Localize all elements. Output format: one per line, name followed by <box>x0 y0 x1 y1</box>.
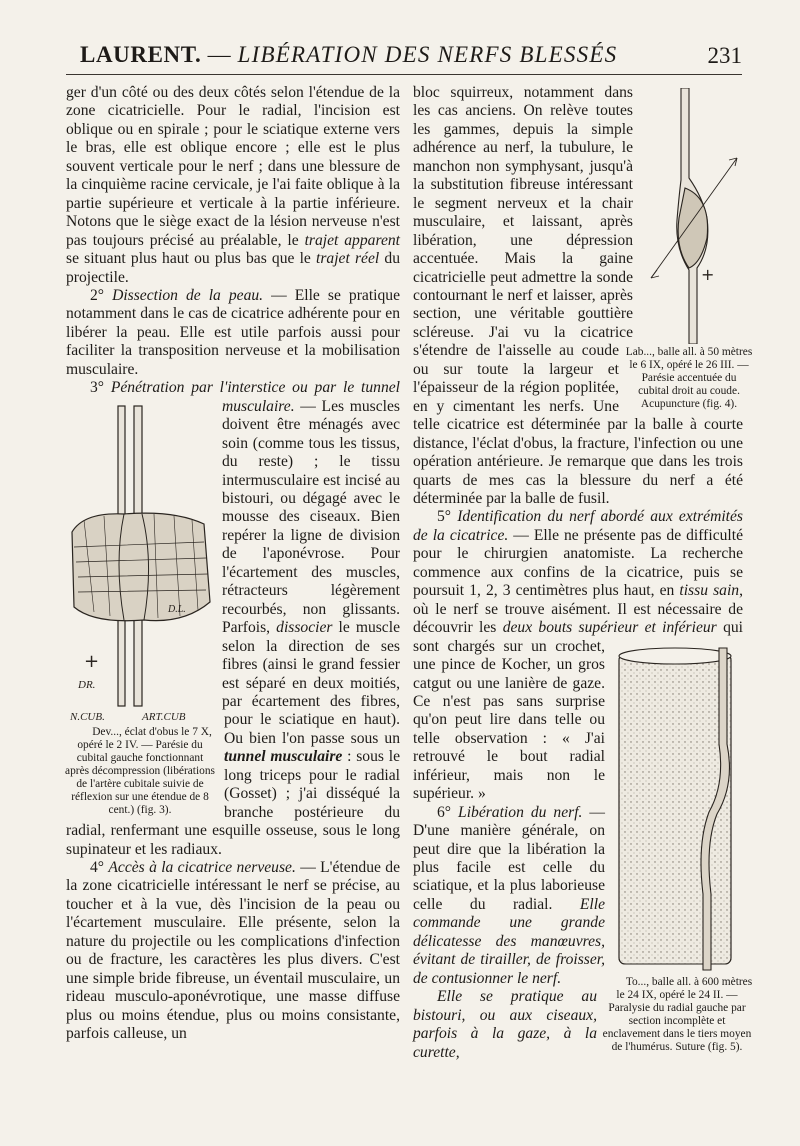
paragraph-dissection: 2° Dissection de la peau. — Elle se pratique notamment dans le cas de cicatrice adhérente pour en libérer la peau. Elle est utile parfois aussi pour faciliter la transposition nerveuse et la mobilisation musculaire. <box>66 286 400 378</box>
paragraph-incision: ger d'un côté ou des deux côtés selon l'étendue de la zone cicatricielle. Pour le radial, l'incision est oblique ou en spirale ; pour le sciatique externe vers le bras, elle est oblique encore ; elle est le plus souvent verticale pour le nerf ; dans une blessure de la cinquième racine cervicale, je l'ai faite oblique à la partie supérieure et verticale à la partie inférieure. Notons que le siège exact de la lésion nerveuse n'est pas toujours précisé au préalable, le trajet apparent se situant plus haut ou plus bas que le trajet réel du projectile. <box>66 84 400 286</box>
paragraph-penetration: 3° Pénétration par l'interstice ou par le tunnel musculaire. + DR. D.L. N.CUB. ART.CUB Dev..., éclat d'obus le 7 X, opéré le 2 IV. — Parésie du cubital gauche fonctionnant après décompression (libérations de l'artère cubitale suivie de réflexion sur une étendue de 8 cent.) (fig. 3). — Les muscles doivent être ménagés avec soin (comme tous les tissus, du reste) ; le tissu intermusculaire est incisé au bistouri, ou dégagé avec le mousse des ciseaux. Bien repérer la ligne de division de l'aponévrose. Pour l'écartement des muscles, rétracteurs légèrement recourbés, non glissants. Parfois, dissocier le muscle selon la direction de ses fibres (ainsi le grand fessier est séparé en deux moitiés, par écartement des fibres, pour le sciatique en haut). Ou bien l'on passe sous un tunnel musculaire : sous le long triceps pour le radial (Gosset) ; j'ai disséqué la branche postérieure du radial, renfermant une esquille osseuse, sous le long supinateur et les radiaux. <box>65 379 401 858</box>
page-number: 231 <box>707 43 742 68</box>
svg-text:+: + <box>701 265 715 284</box>
figure-4-caption: Lab..., balle all. à 50 mètres le 6 IX, opéré le 26 III. — Parésie accentuée du cubital droit au coude. Acupuncture (fig. 4). <box>625 346 753 410</box>
paragraph-cicatrice-types: + Lab..., balle all. à 50 mètres le 6 IX, opéré le 26 III. — Parésie accentuée du cubital droit au coude. Acupuncture (fig. 4). bloc squirreux, notamment dans les cas anciens. On relève toutes les gammes, depuis la simple adhérence au nerf, la tubulure, le manchon non symphysant, jusqu'à la substitution fibreuse intéressant le segment nerveux et la chair musculaire, et laissant, après libération, une dépression accentuée. Mais la gaine cicatricielle peut admettre la sonde contournant le nerf et laisser, après section, une véritable gouttière scléreuse. J'ai vu la cicatrice s'étendre de l'aisselle au coude ou sur toute la largeur et l'épaisseur de la région poplitée, en y cimentant les nerfs. Une telle cicatrice est déterminée par la balle à courte distance, l'éclat d'obus, la fracture, l'infection ou une opération antérieure. Je remarque que dans les trois quarts de mes cas la blessure du nerf a été déterminée par la balle de fusil. <box>413 84 753 507</box>
svg-text:+: + <box>84 650 100 672</box>
header-dash: — <box>207 42 232 67</box>
header-author: LAURENT. <box>80 42 202 67</box>
running-title <box>80 42 617 68</box>
figure-4-illustration <box>641 88 751 344</box>
paragraph-identification: 5° Identification du nerf abordé aux extrémités de la cicatrice. — Elle ne présente pas de difficulté pour le chirurgien anatomiste. La recherche commence aux confins de la cicatrice, puis se poursuit 1, 2, 3 centimètres plus haut, en tissu sain, où le nerf se trouve aisément. Il est nécessaire de découvrir les deux bouts supérieur et inférieur To..., balle all. à 600 mètres le 24 IX, opéré le 24 II. — Paralysie du radial gauche par section incomplète et enclavement dans le tiers moyen de l'humérus. Suture (fig. 5). qui sont chargés sur un crochet, une pince de Kocher, un gros catgut ou une lanière de gaze. Ce n'est pas sans surprise qu'on peut lire dans telle ou telle observation : « J'ai retrouvé le bout radial inférieur, mais non le supérieur. » <box>413 508 753 1053</box>
paragraph-liberation-technique: Elle se pratique au bistouri, ou aux ciseaux, parfois à la gaze, à la curette, <box>413 988 597 1061</box>
figure-5-illustration <box>611 644 751 974</box>
figure-3-caption: Dev..., éclat d'obus le 7 X, opéré le 2 IV. — Parésie du cubital gauche fonctionnant après décompression (libérations de l'artère cubitale suivie de réflexion sur une étendue de 8 cent.) (fig. 3). <box>65 725 215 816</box>
header-title: LIBÉRATION DES NERFS BLESSÉS <box>237 42 618 67</box>
figure-5-caption: To..., balle all. à 600 mètres le 24 IX, opéré le 24 II. — Paralysie du radial gauche par section incomplète et enclavement dans le tiers moyen de l'humérus. Suture (fig. 5). <box>602 975 753 1053</box>
svg-text:ART.CUB: ART.CUB <box>142 710 186 723</box>
paragraph-liberation: 6° Libération du nerf. — D'une manière générale, on peut dire que la libération la plus facile est celle du sciatique, et la plus laborieuse celle du radial. Elle commande une grande délicatesse des manœuvres, évitant de tirailler, de froisser, de contusionner le nerf. <box>413 803 605 987</box>
svg-text:D.L.: D.L. <box>168 603 186 615</box>
svg-text:DR.: DR. <box>78 678 96 691</box>
left-column <box>66 84 400 1044</box>
paragraph-acces-cicatrice: 4° Accès à la cicatrice nerveuse. — L'étendue de la zone cicatricielle intéressant le nerf se précise, au toucher et à la vue, dès l'incision de la peau ou l'écartement musculaire. Elle présente, selon la nature du projectile ou les complications d'infection ou de fracture, les caractères les plus divers. C'est une simple bride fibreuse, un éventail musculaire, un rideau musculo-aponévrotique, une masse diffuse plus ou moins étendue, plus ou moins consistante, parfois calleuse, un <box>66 859 400 1043</box>
figure-3-illustration <box>64 402 214 724</box>
running-header <box>66 42 742 75</box>
svg-text:N.CUB.: N.CUB. <box>70 710 105 723</box>
right-column <box>413 84 753 1062</box>
